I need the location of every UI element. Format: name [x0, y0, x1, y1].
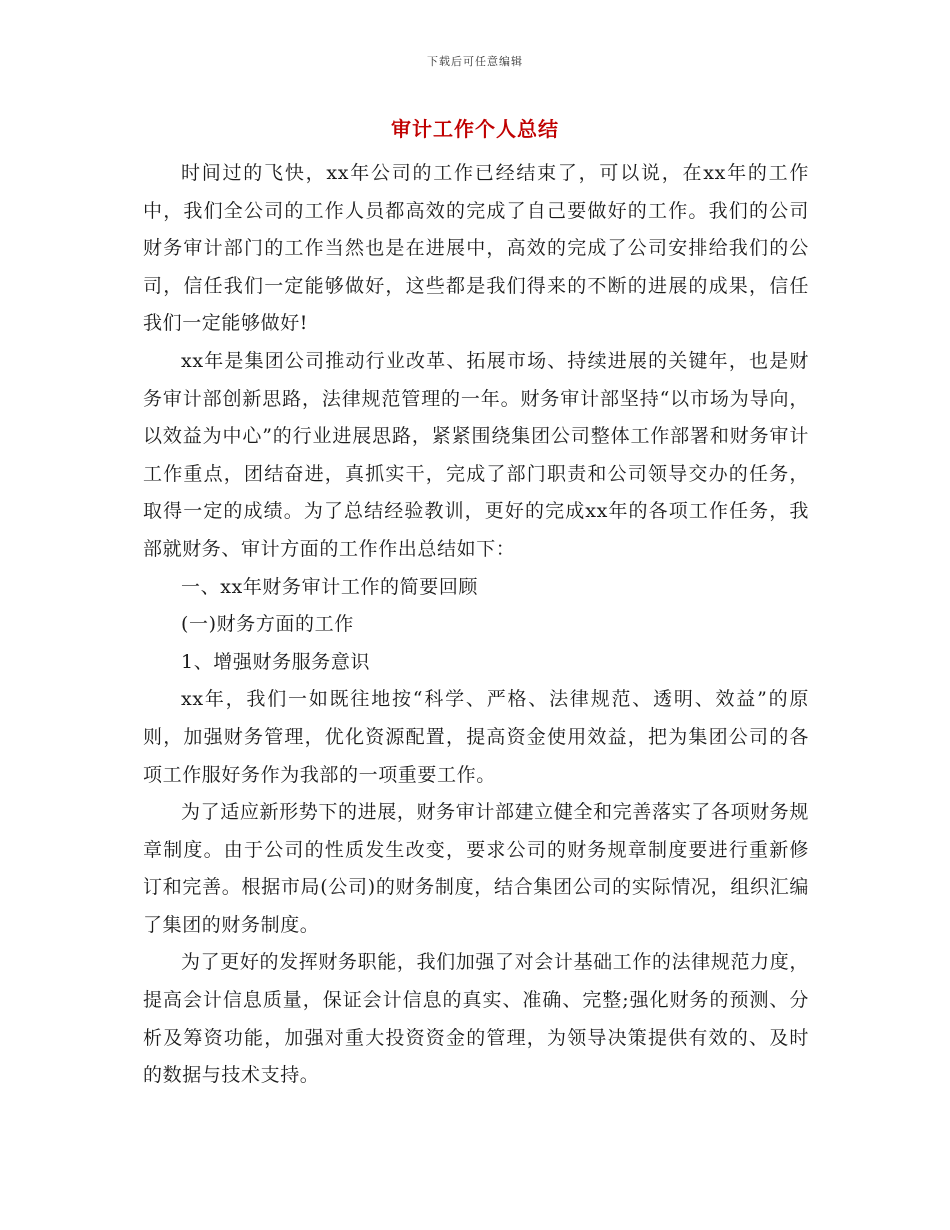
paragraph-functions: 为了更好的发挥财务职能，我们加强了对会计基础工作的法律规范力度，提高会计信息质量，保证会计信息的真实、准确、完整;强化财务的预测、分析及筹资功能，加强对重大投资资金的管理，为领导决策提供有效的、及时的数据与技术支持。	[143, 951, 809, 1087]
section-heading-review: 一、xx年财务审计工作的简要回顾	[181, 575, 479, 598]
paragraph-regulations: 为了适应新形势下的进展，财务审计部建立健全和完善落实了各项财务规章制度。由于公司的性质发生改变，要求公司的财务规章制度要进行重新修订和完善。根据市局(公司)的财务制度，结合集团公司的实际情况，组织汇编了集团的财务制度。	[143, 801, 809, 936]
document-title: 审计工作个人总结	[391, 117, 559, 141]
page-header-note: 下载后可任意编辑	[427, 55, 523, 68]
paragraph-intro: 时间过的飞快，xx年公司的工作已经结束了，可以说，在xx年的工作中，我们全公司的工作人员都高效的完成了自己要做好的工作。我们的公司财务审计部门的工作当然也是在进展中，高效的完成了公司安排给我们的公司，信任我们一定能够做好，这些都是我们得来的不断的进展的成果，信任我们一定能够做好!	[143, 162, 809, 335]
paragraph-overview: xx年是集团公司推动行业改革、拓展市场、持续进展的关键年，也是财务审计部创新思路，法律规范管理的一年。财务审计部坚持“以市场为导向，以效益为中心”的行业进展思路，紧紧围绕集团公司整体工作部署和财务审计工作重点，团结奋进，真抓实干，完成了部门职责和公司领导交办的任务，取得一定的成绩。为了总结经验教训，更好的完成xx年的各项工作任务，我部就财务、审计方面的工作作出总结如下：	[143, 349, 809, 560]
item-heading-service: 1、增强财务服务意识	[181, 650, 371, 673]
document-body	[143, 155, 809, 1095]
subsection-heading-finance: (一)财务方面的工作	[181, 613, 354, 636]
paragraph-principles: xx年，我们一如既往地按“科学、严格、法律规范、透明、效益”的原则，加强财务管理，优化资源配置，提高资金使用效益，把为集团公司的各项工作服好务作为我部的一项重要工作。	[143, 688, 809, 786]
